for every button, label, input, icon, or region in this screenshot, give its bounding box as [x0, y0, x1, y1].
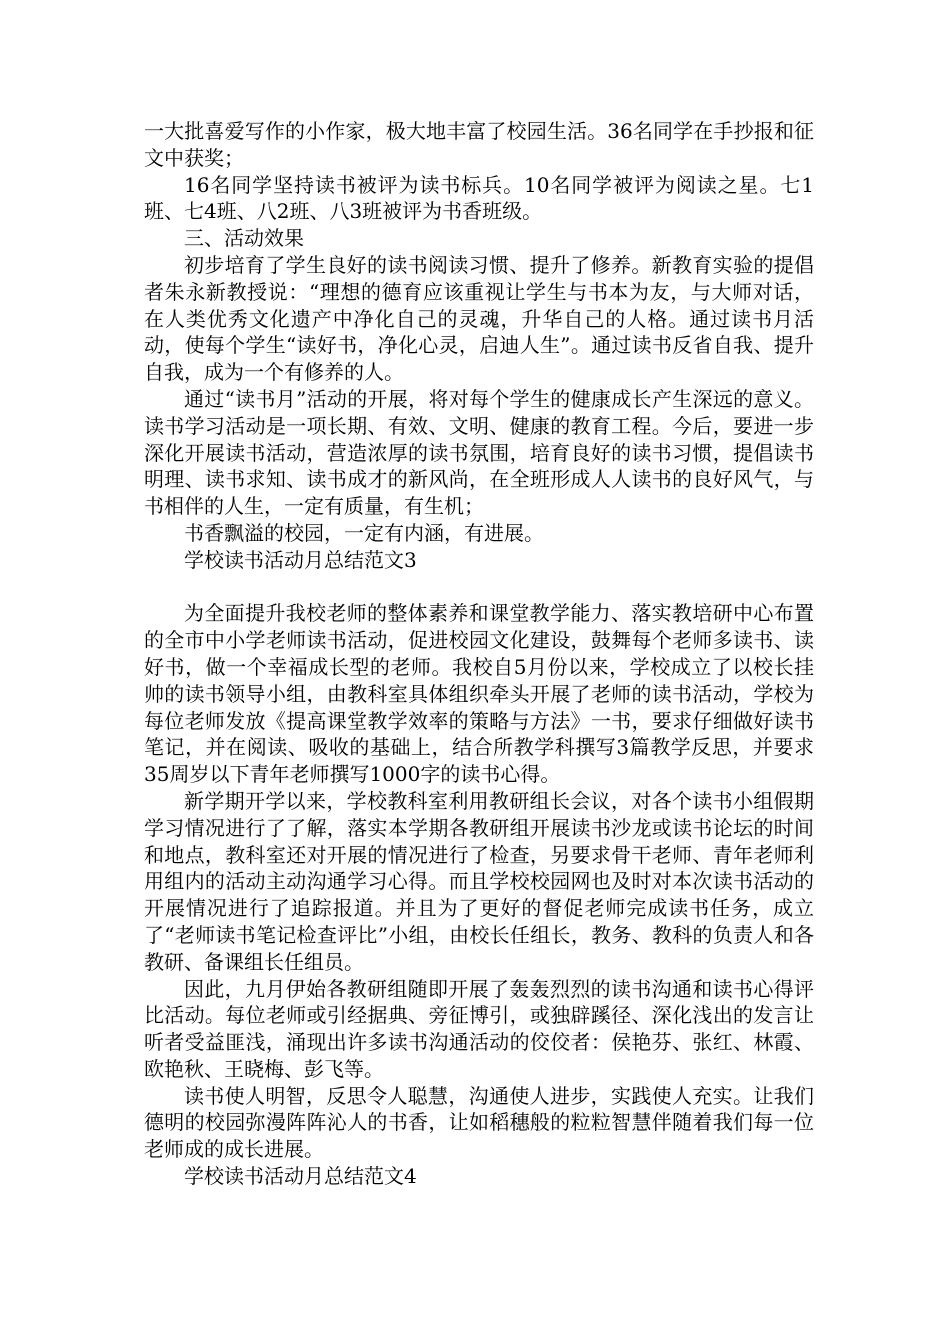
section-heading-effects: 三、活动效果 — [184, 226, 304, 251]
paragraph-campus: 书香飘溢的校园，一定有内涵，有进展。 — [184, 520, 544, 545]
paragraph-september: 因此，九月伊始各教研组随即开展了轰轰烈烈的读书沟通和读书心得评比活动。每位老师或引经据典、旁征博引，或独辟蹊径、深化浅出的发言让听者受益匪浅，涌现出许多读书沟通活动的佼佼者：侯艳芬、张红、林霞、欧艳秋、王晓梅、彭飞等。 — [144, 976, 814, 1081]
document-page — [144, 118, 814, 1190]
paragraph-continuation: 一大批喜爱写作的小作家，极大地丰富了校园生活。36名同学在手抄报和征文中获奖； — [144, 119, 814, 170]
paragraph-significance: 通过“读书月”活动的开展，将对每个学生的健康成长产生深远的意义。读书学习活动是一项长期、有效、文明、健康的教育工程。今后，要进一步深化开展读书活动，营造浓厚的读书氛围，培育良好的读书习惯，提倡读书明理、读书求知、读书成才的新风尚，在全班形成人人读书的良好风气，与书相伴的人生，一定有质量，有生机； — [144, 386, 814, 519]
paragraph-new-semester: 新学期开学以来，学校教科室利用教研组长会议，对各个读书小组假期学习情况进行了了解，落实本学期各教研组开展读书沙龙或读书论坛的时间和地点，教科室还对开展的情况进行了检查，另要求骨干老师、青年老师利用组内的活动主动沟通学习心得。而且学校校园网也及时对本次读书活动的开展情况进行了追踪报道。并且为了更好的督促老师完成读书任务，成立了“老师读书笔记检查评比”小组，由校长任组长，教务、教科的负责人和各教研、备课组长任组员。 — [144, 788, 814, 974]
section-heading-example-3: 学校读书活动月总结范文3 — [184, 547, 417, 572]
paragraph-teacher-reading: 为全面提升我校老师的整体素养和课堂教学能力、落实教培研中心布置的全市中小学老师读书活动，促进校园文化建设，鼓舞每个老师多读书、读好书，做一个幸福成长型的老师。我校自5月份以来，学校成立了以校长挂帅的读书领导小组，由教科室具体组织牵头开展了老师的读书活动，学校为每位老师发放《提高课堂教学效率的策略与方法》一书，要求仔细做好读书笔记，并在阅读、吸收的基础上，结合所教学科撰写3篇教学反思，并要求35周岁以下青年老师撰写1000字的读书心得。 — [144, 601, 814, 787]
paragraph-awards: 16名同学坚持读书被评为读书标兵。10名同学被评为阅读之星。七1班、七4班、八2班、八3班被评为书香班级。 — [144, 172, 814, 224]
paragraph-reading-wisdom: 读书使人明智，反思令人聪慧，沟通使人进步，实践使人充实。让我们德明的校园弥漫阵阵沁人的书香，让如稻穗般的粒粒智慧伴随着我们每一位老师成的成长进展。 — [144, 1083, 814, 1162]
paragraph-habits: 初步培育了学生良好的读书阅读习惯、提升了修养。新教育实验的提倡者朱永新教授说：“理想的德育应该重视让学生与书本为友，与大师对话，在人类优秀文化遗产中净化自己的灵魂，升华自己的人格。通过读书月活动，使每个学生“读好书，净化心灵，启迪人生”。通过读书反省自我、提升自我，成为一个有修养的人。 — [144, 252, 814, 385]
blank-line — [144, 574, 814, 601]
section-heading-example-4: 学校读书活动月总结范文4 — [184, 1164, 417, 1189]
